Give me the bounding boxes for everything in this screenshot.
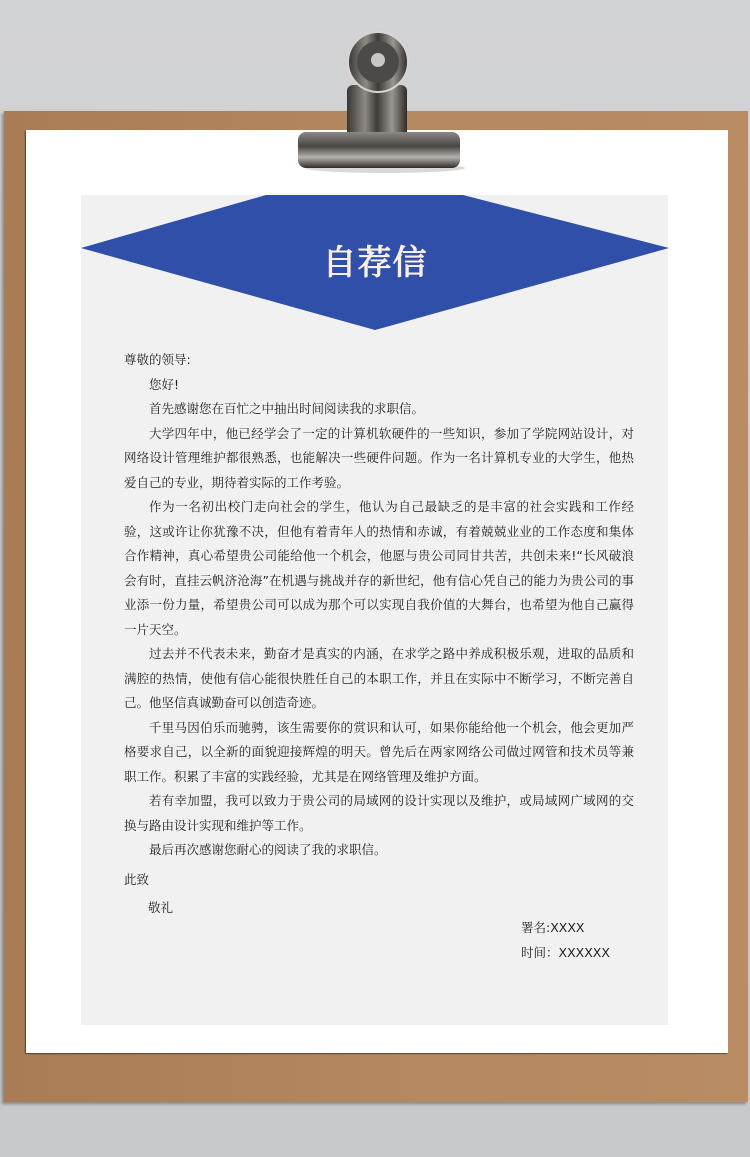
closing-phrase: 此致 bbox=[124, 872, 150, 887]
letter-body bbox=[124, 348, 634, 863]
paragraph: 若有幸加盟，我可以致力于贵公司的局域网的设计实现以及维护，或局域网广域网的交换与路由设计实现和维护等工作。 bbox=[124, 793, 634, 833]
title-banner bbox=[81, 195, 669, 330]
salutation: 尊敬的领导: bbox=[124, 352, 191, 367]
signature-block bbox=[521, 915, 610, 965]
page-title: 自荐信 bbox=[322, 243, 428, 283]
paragraph: 千里马因伯乐而驰骋，该生需要你的赏识和认可，如果你能给他一个机会，他会更加严格要求自己，以全新的面貌迎接辉煌的明天。曾先后在两家网络公司做过网管和技术员等兼职工作。积累了丰富的实践经验，尤其是在网络管理及维护方面。 bbox=[124, 719, 634, 784]
paragraph: 作为一名初出校门走向社会的学生，他认为自己最缺乏的是丰富的社会实践和工作经验，这或许让你犹豫不决，但他有着青年人的热情和赤诚，有着兢兢业业的工作态度和集体合作精神，真心希望贵公司能给他一个机会，他愿与贵公司同甘共苦，共创未来!“长风破浪会有时，直挂云帆济沧海”在机遇与挑战并存的新世纪，他有信心凭自己的能力为贵公司的事业添一份力量，希望贵公司可以成为那个可以实现自我价值的大舞台，也希望为他自己赢得一片天空。 bbox=[124, 499, 634, 637]
regards-phrase: 敬礼 bbox=[148, 900, 174, 915]
binder-clip-icon bbox=[290, 20, 470, 175]
paragraph: 过去并不代表未来，勤奋才是真实的内涵，在求学之路中养成积极乐观，进取的品质和满腔的热情，使他有信心能很快胜任自己的本职工作，并且在实际中不断学习，不断完善自己。他坚信真诚勤奋可以创造奇迹。 bbox=[124, 646, 634, 710]
signature-date: 时间：XXXXXX bbox=[521, 945, 610, 960]
letter-closing bbox=[124, 866, 173, 922]
paragraph: 最后再次感谢您耐心的阅读了我的求职信。 bbox=[149, 842, 387, 857]
signature-name: 署名:XXXX bbox=[521, 920, 585, 935]
greeting: 您好! bbox=[149, 376, 180, 392]
paragraph: 大学四年中，他已经学会了一定的计算机软硬件的一些知识，参加了学院网站设计，对网络设计管理维护都很熟悉，也能解决一些硬件问题。作为一名计算机专业的大学生，他热爱自己的专业，期待着实际的工作考验。 bbox=[124, 425, 634, 490]
paragraph: 首先感谢您在百忙之中抽出时间阅读我的求职信。 bbox=[149, 401, 425, 416]
